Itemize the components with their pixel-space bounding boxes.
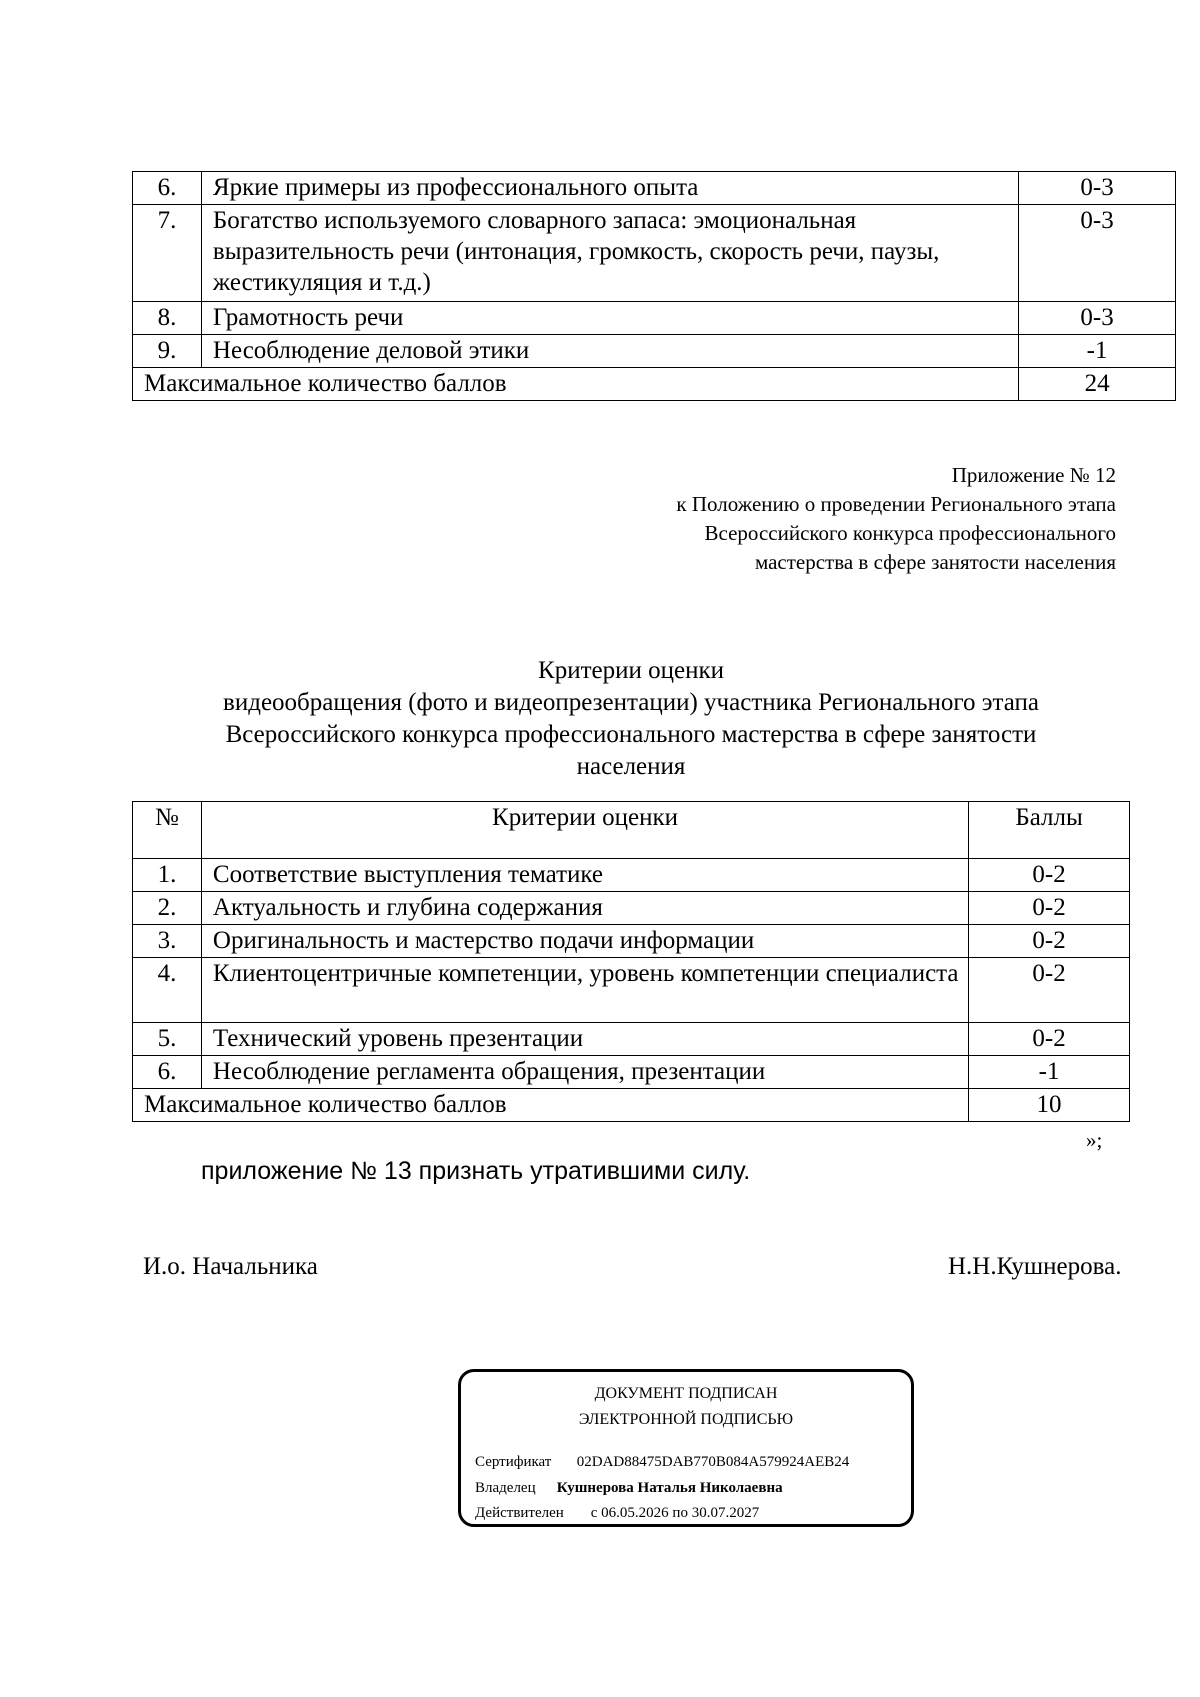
owner-value: Кушнерова Наталья Николаевна (556, 1480, 783, 1496)
row-number: 2. (133, 892, 202, 925)
header-score: Баллы (969, 802, 1130, 859)
appendix-line: мастерства в сфере занятости населения (754, 550, 1116, 574)
validity-to-date: 30.07.2027 (691, 1505, 760, 1521)
electronic-signature-stamp (458, 1369, 914, 1527)
table-row (133, 1056, 1130, 1089)
validity-from-date: 06.05.2026 (601, 1505, 669, 1521)
criteria-table (132, 801, 1130, 1122)
table-row (133, 302, 1176, 335)
heading-line: населения (576, 753, 686, 780)
row-number: 6. (133, 172, 202, 205)
row-number: 5. (133, 1023, 202, 1056)
table-row (133, 892, 1130, 925)
table-row (133, 205, 1176, 302)
stamp-validity-row (475, 1505, 759, 1522)
criterion-text: Яркие примеры из профессионального опыта (201, 172, 1018, 205)
criterion-score: -1 (1019, 335, 1176, 368)
certificate-value: 02DAD88475DAB770B084A579924AEB24 (576, 1454, 850, 1470)
criterion-score: 0-2 (969, 892, 1130, 925)
row-number: 8. (133, 302, 202, 335)
row-number: 6. (133, 1056, 202, 1089)
criterion-text: Богатство используемого словарного запаса: эмоциональная выразительность речи (интонация, громкость, скорость речи, паузы, жестикуляция и т.д.) (201, 205, 1018, 302)
stamp-title: ЭЛЕКТРОННОЙ ПОДПИСЬЮ (578, 1411, 794, 1428)
table-row (133, 1023, 1130, 1056)
row-number: 7. (133, 205, 202, 302)
section-heading (132, 655, 1130, 783)
criterion-text: Соответствие выступления тематике (201, 859, 968, 892)
appendix-reference (560, 461, 1116, 577)
criterion-score: 0-2 (969, 1023, 1130, 1056)
table-total-row (133, 368, 1176, 401)
stamp-certificate-row (475, 1454, 849, 1471)
closing-quote: »; (1086, 1128, 1103, 1152)
criterion-score: 0-3 (1019, 205, 1176, 302)
criterion-text: Технический уровень презентации (201, 1023, 968, 1056)
criterion-score: 0-2 (969, 925, 1130, 958)
appendix-line: к Положению о проведении Регионального этапа (676, 492, 1116, 516)
signer-title: И.о. Начальника (143, 1253, 318, 1280)
header-number: № (133, 802, 202, 859)
total-value: 24 (1019, 368, 1176, 401)
scoring-table-continuation (132, 171, 1176, 401)
table-header-row (133, 802, 1130, 859)
criterion-score: 0-3 (1019, 172, 1176, 205)
criterion-text: Грамотность речи (201, 302, 1018, 335)
row-number: 1. (133, 859, 202, 892)
header-criteria: Критерии оценки (201, 802, 968, 859)
signer-name: Н.Н.Кушнерова. (948, 1253, 1122, 1280)
criterion-text: Несоблюдение деловой этики (201, 335, 1018, 368)
certificate-label: Сертификат (475, 1454, 552, 1470)
stamp-title: ДОКУМЕНТ ПОДПИСАН (594, 1385, 778, 1402)
validity-label: Действителен (475, 1505, 564, 1521)
owner-label: Владелец (475, 1480, 536, 1496)
criterion-score: 0-2 (969, 859, 1130, 892)
row-number: 3. (133, 925, 202, 958)
total-value: 10 (969, 1089, 1130, 1122)
table-row (133, 335, 1176, 368)
heading-title: Критерии оценки (538, 657, 724, 684)
row-number: 4. (133, 958, 202, 1023)
appendix-line: Всероссийского конкурса профессионального (704, 521, 1116, 545)
criterion-text: Клиентоцентричные компетенции, уровень компетенции специалиста (201, 958, 968, 1023)
appendix-number: Приложение № 12 (951, 463, 1116, 487)
total-label: Максимальное количество баллов (133, 368, 1019, 401)
stamp-owner-row (475, 1480, 783, 1497)
validity-from-prefix: с (590, 1505, 598, 1521)
row-number: 9. (133, 335, 202, 368)
table-total-row (133, 1089, 1130, 1122)
table-row (133, 859, 1130, 892)
total-label: Максимальное количество баллов (133, 1089, 969, 1122)
heading-line: Всероссийского конкурса профессионального мастерства в сфере занятости (225, 721, 1037, 748)
validity-to-prefix: по (672, 1505, 688, 1521)
criterion-score: -1 (969, 1056, 1130, 1089)
criterion-text: Оригинальность и мастерство подачи информации (201, 925, 968, 958)
criterion-text: Актуальность и глубина содержания (201, 892, 968, 925)
table-row (133, 172, 1176, 205)
annulment-clause: приложение № 13 признать утратившими силу. (201, 1157, 751, 1185)
criterion-score: 0-2 (969, 958, 1130, 1023)
heading-line: видеообращения (фото и видеопрезентации) участника Регионального этапа (223, 689, 1039, 716)
table-row (133, 958, 1130, 1023)
table-row (133, 925, 1130, 958)
criterion-text: Несоблюдение регламента обращения, презентации (201, 1056, 968, 1089)
criterion-score: 0-3 (1019, 302, 1176, 335)
